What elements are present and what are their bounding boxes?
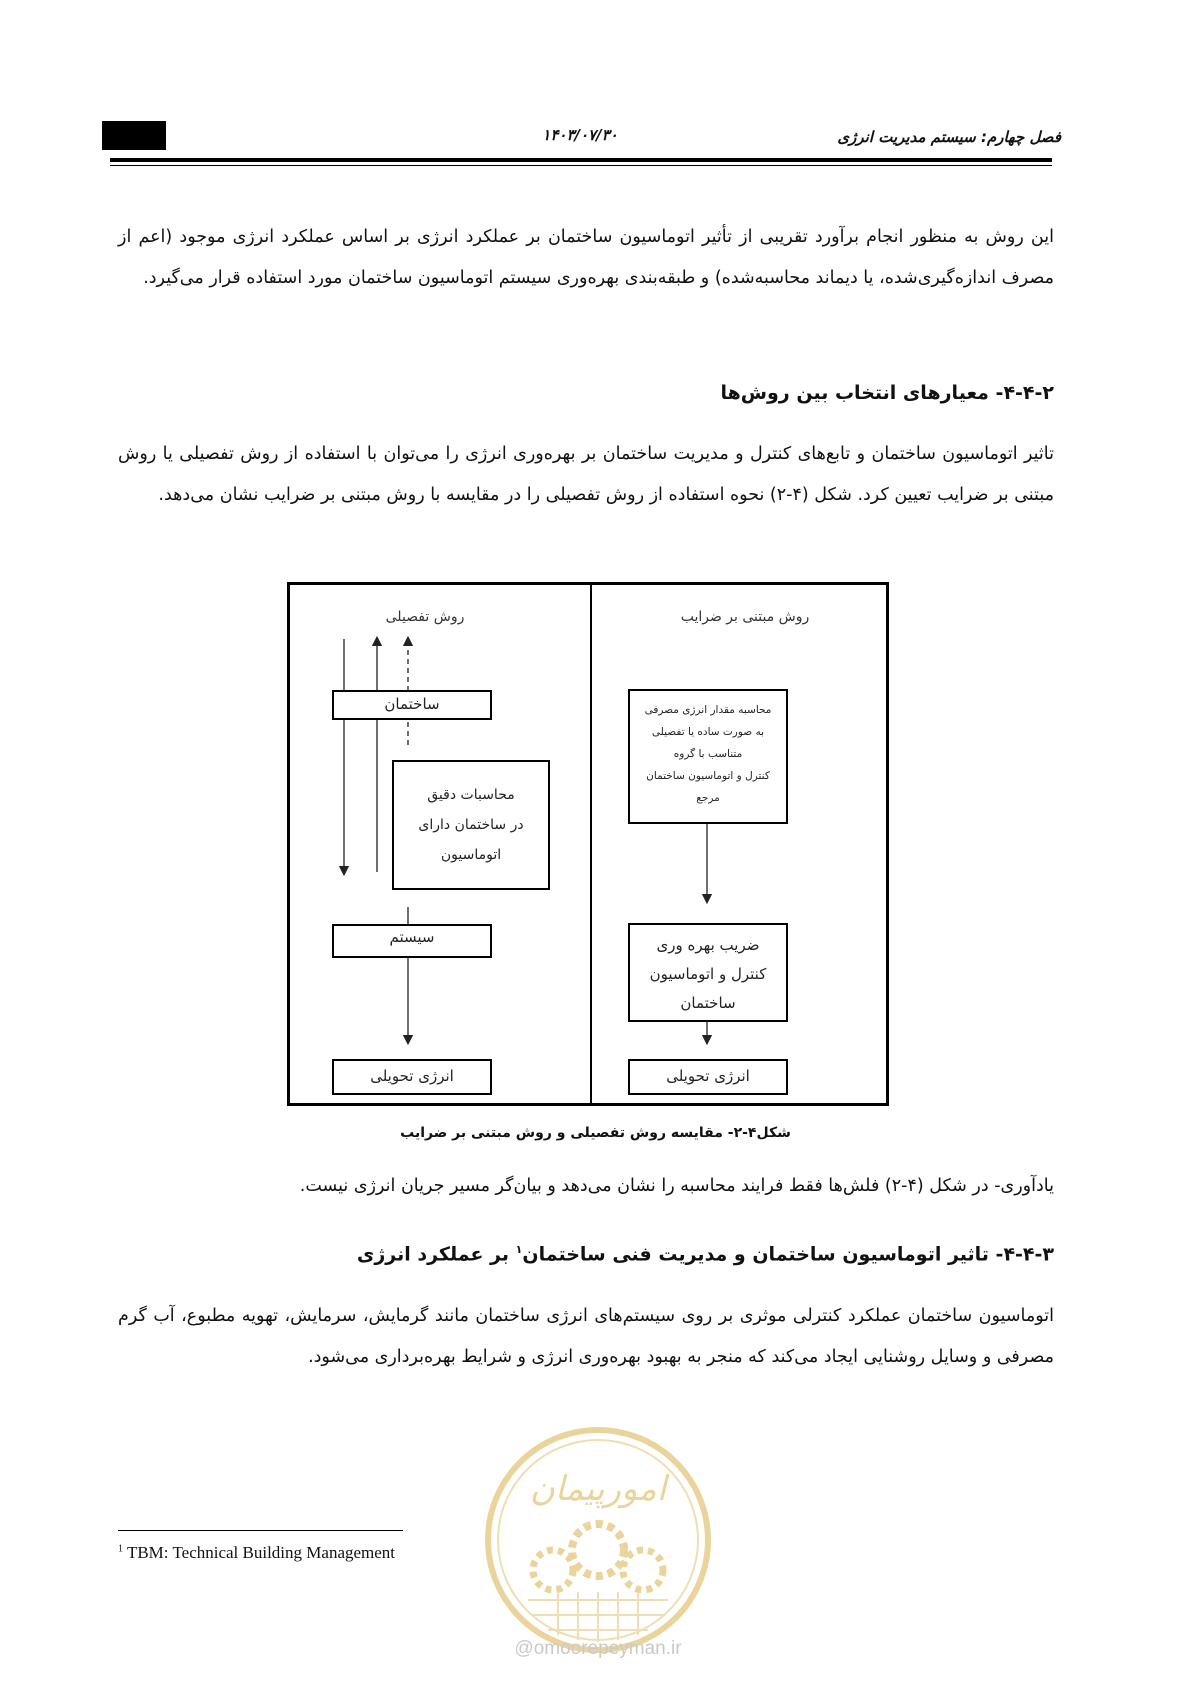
system-box: سیستم: [332, 924, 492, 958]
precise-calc-box: محاسبات دقیق در ساختمان دارای اتوماسیون: [392, 760, 550, 890]
comparison-figure: [287, 582, 889, 1106]
header-chapter-title: فصل چهارم: سیستم مدیریت انرژی: [837, 128, 1061, 146]
section-heading-4-4-2: ۴-۴-۲- معیارهای انتخاب بین روش‌ها: [720, 382, 1054, 404]
efficiency-factor-box: ضریب بهره وری کنترل و اتوماسیون ساختمان: [628, 923, 788, 1022]
watermark-url: @omoorepeyman.ir: [514, 1638, 682, 1659]
footnote-text: TBM: Technical Building Management: [123, 1543, 396, 1562]
left-delivered-energy-box: انرژی تحویلی: [332, 1059, 492, 1095]
note-paragraph: یادآوری- در شکل (۴-۲) فلش‌ها فقط فرایند محاسبه را نشان می‌دهد و بیان‌گر مسیر جریان انرژی نیست.: [299, 1176, 1054, 1196]
footnote-rule: [118, 1530, 403, 1531]
footnote: [118, 1543, 395, 1563]
header-rule-thick: [110, 158, 1052, 162]
section-4-4-3-paragraph: اتوماسیون ساختمان عملکرد کنترلی موثری بر روی سیستم‌های انرژی ساختمان مانند گرمایش، سرمایش، تهویه مطبوع، آب گرم مصرفی و وسایل روشنایی ایجاد می‌کند که منجر به بهبود بهره‌وری انرژی و شرایط بهره‌برداری می‌شود.: [118, 1306, 1054, 1367]
header-black-block: [102, 121, 166, 150]
energy-calc-box: محاسبه مقدار انرژی مصرفی به صورت ساده یا تفصیلی متناسب با گروه کنترل و اتوماسیون ساختمان مرجع: [628, 689, 788, 824]
section-4-4-2-paragraph: تاثیر اتوماسیون ساختمان و تابع‌های کنترل و مدیریت ساختمان بر بهره‌وری انرژی را می‌توان با استفاده از روش تفصیلی یا روش مبتنی بر ضرایب تعیین کرد. شکل (۴-۲) نحوه استفاده از روش تفصیلی را در مقایسه با روش مبتنی بر ضرایب نشان می‌دهد.: [118, 444, 1054, 505]
building-box: ساختمان: [332, 690, 492, 720]
section-heading-main: ۴-۴-۳- تاثیر اتوماسیون ساختمان و مدیریت فنی ساختمان: [522, 1243, 1054, 1266]
footnote-ref[interactable]: ۱: [515, 1243, 523, 1256]
section-heading-4-4-3: [357, 1243, 1054, 1265]
section-heading-end: بر عملکرد انرژی: [356, 1243, 516, 1266]
intro-paragraph: این روش به منظور انجام برآورد تقریبی از تأثیر اتوماسیون ساختمان بر عملکرد انرژی بر اساس عملکرد انرژی موجود (اعم از مصرف اندازه‌گیری‌شده، یا دیماند محاسبه‌شده) و طبقه‌بندی بهره‌وری سیستم اتوماسیون ساختمان مورد استفاده قرار می‌گیرد.: [118, 227, 1054, 288]
watermark-logo: [478, 1420, 718, 1660]
right-delivered-energy-box: انرژی تحویلی: [628, 1059, 788, 1095]
figure-caption: شکل۴-۲- مقایسه روش تفصیلی و روش مبتنی بر ضرایب: [400, 1125, 791, 1141]
footnote-number: 1: [118, 1543, 123, 1555]
header-date: ۱۴۰۳/۰۷/۳۰: [542, 126, 618, 144]
watermark-logo-text: امورپیمان: [529, 1469, 667, 1509]
left-column-title: روش تفصیلی: [385, 609, 465, 625]
header-rule-thin: [110, 165, 1052, 166]
figure-arrows: [290, 585, 886, 1103]
right-column-title: روش مبتنی بر ضرایب: [680, 609, 810, 625]
